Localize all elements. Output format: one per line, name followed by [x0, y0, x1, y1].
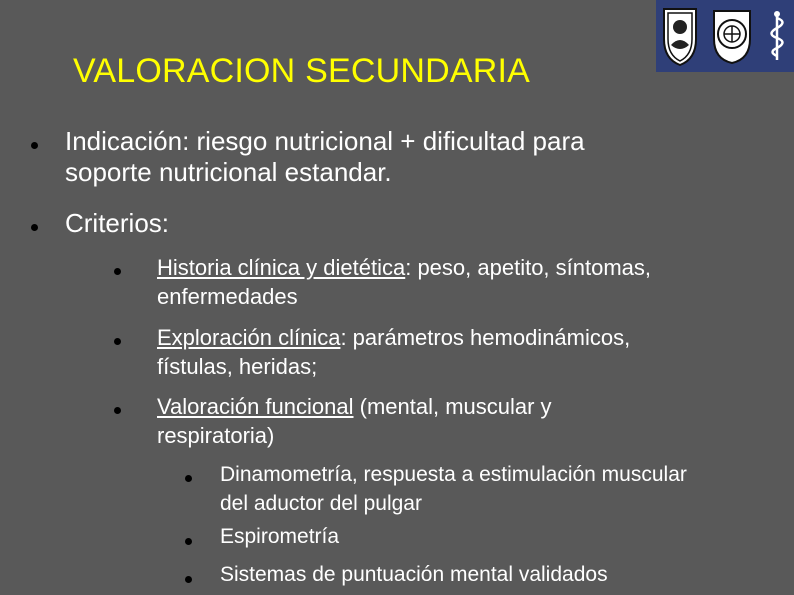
criterion-valoracion [157, 392, 552, 450]
subcriterion-espirometria [220, 522, 339, 551]
medical-symbol-icon [764, 8, 790, 64]
university-seal-icon [709, 7, 755, 65]
criterion-historia-detail: : peso, apetito, síntomas, [405, 255, 652, 280]
subcriterion-espirometria-line1: Espirometría [220, 525, 340, 548]
subcriterion-sistemas [220, 560, 608, 589]
criterion-exploracion [157, 323, 630, 381]
bullet-dot [185, 576, 192, 583]
criterion-historia [157, 253, 651, 311]
bullet-indicacion-line2: soporte nutricional estandar. [65, 157, 392, 187]
bullet-dot [114, 407, 121, 414]
criterion-valoracion-detail: (mental, muscular y [353, 394, 552, 419]
subcriterion-sistemas-line1: Sistemas de puntuación mental validados [220, 563, 608, 586]
subcriterion-dinamometria [220, 460, 687, 518]
bullet-indicacion-line1: Indicación: riesgo nutricional + dificultad para [65, 126, 585, 156]
criterion-historia-line2: enfermedades [157, 284, 298, 309]
bullet-dot [114, 268, 121, 275]
criterion-exploracion-line2: fístulas, heridas; [157, 354, 318, 379]
criterion-historia-term: Historia clínica y dietética [157, 255, 406, 280]
bullet-dot [31, 142, 38, 149]
criterion-exploracion-detail: : parámetros hemodinámicos, [340, 325, 631, 350]
subcriterion-dinamometria-line2: del aductor del pulgar [220, 492, 422, 515]
criterion-valoracion-term: Valoración funcional [157, 394, 354, 419]
bullet-dot [185, 475, 192, 482]
bullet-dot [185, 538, 192, 545]
institution-logos [656, 0, 794, 72]
bullet-criterios-label: Criterios: [65, 208, 170, 238]
bullet-indicacion [65, 126, 585, 188]
subcriterion-dinamometria-line1: Dinamometría, respuesta a estimulación muscular [220, 463, 687, 486]
bullet-dot [31, 224, 38, 231]
criterion-exploracion-term: Exploración clínica [157, 325, 341, 350]
slide-title: VALORACION SECUNDARIA [73, 52, 530, 90]
bullet-dot [114, 338, 121, 345]
bullet-criterios [65, 208, 169, 239]
shield-logo-icon [660, 5, 700, 67]
criterion-valoracion-line2: respiratoria) [157, 423, 275, 448]
